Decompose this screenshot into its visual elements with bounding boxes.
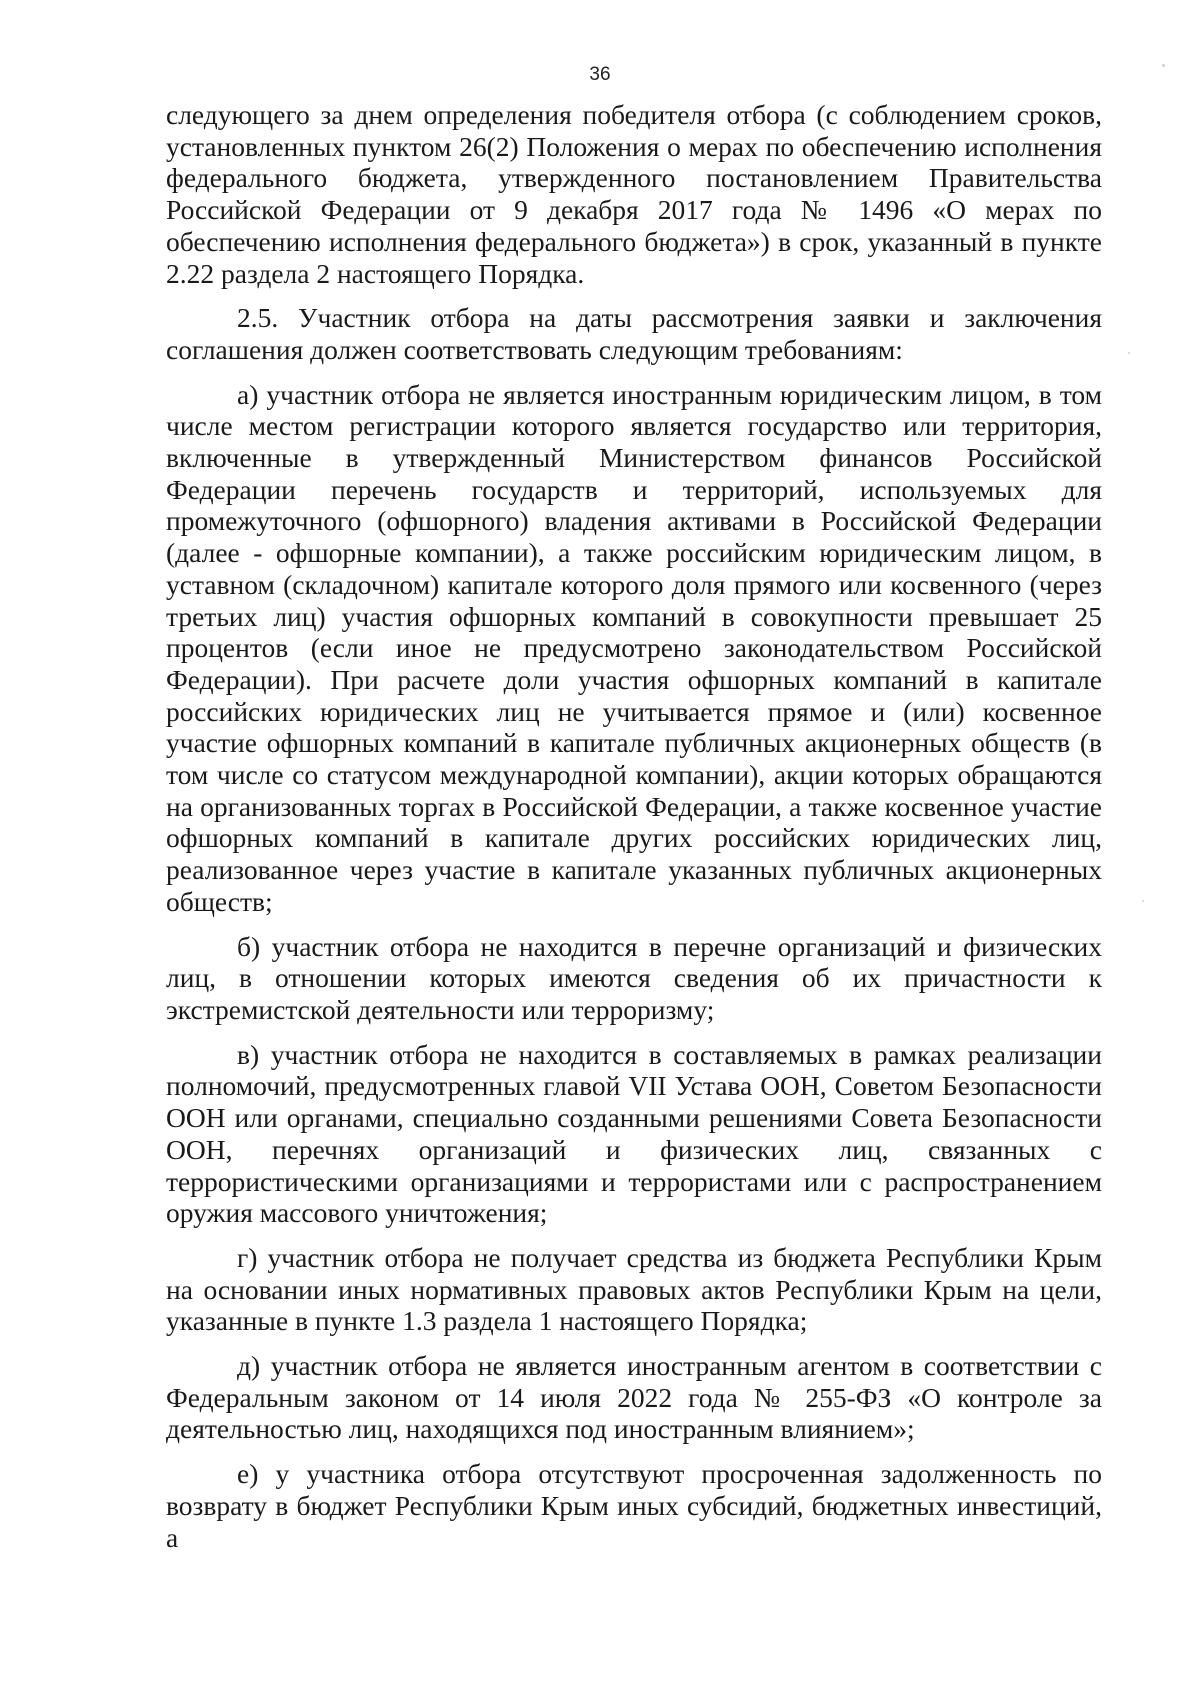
paragraph-item-b: б) участник отбора не находится в перечне организаций и физических лиц, в отношении которых имеются сведения об их причастности к экстремистской деятельности или терроризму;	[166, 930, 1102, 1025]
paragraph-2-5: 2.5. Участник отбора на даты рассмотрения заявки и заключения соглашения должен соответствовать следующим требованиям:	[166, 302, 1102, 365]
page-number: 36	[589, 64, 611, 85]
scan-artifact	[1162, 64, 1165, 67]
document-body	[166, 99, 1102, 1553]
paragraph-item-a: а) участник отбора не является иностранным юридическим лицом, в том числе местом регистрации которого является государство или территория, включенные в утвержденный Министерством финансов Российской Федерации перечень государств и территорий, используемых для промежуточного (офшорного) владения активами в Российской Федерации (далее - офшорные компании), а также российским юридическим лицом, в уставном (складочном) капитале которого доля прямого или косвенного (через третьих лиц) участия офшорных компаний в совокупности превышает 25 процентов (если иное не предусмотрено законодательством Российской Федерации). При расчете доли участия офшорных компаний в капитале российских юридических лиц не учитывается прямое и (или) косвенное участие офшорных компаний в капитале публичных акционерных обществ (в том числе со статусом международной компании), акции которых обращаются на организованных торгах в Российской Федерации, а также косвенное участие офшорных компаний в капитале других российских юридических лиц, реализованное через участие в капитале указанных публичных акционерных обществ;	[166, 378, 1102, 917]
scan-artifact	[1128, 352, 1130, 354]
paragraph-continuation: следующего за днем определения победителя отбора (с соблюдением сроков, установленных пунктом 26(2) Положения о мерах по обеспечению исполнения федерального бюджета, утвержденного постановлением Правительства Российской Федерации от 9 декабря 2017 года № 1496 «О мерах по обеспечению исполнения федерального бюджета») в срок, указанный в пункте 2.22 раздела 2 настоящего Порядка.	[166, 99, 1102, 289]
paragraph-item-e: е) у участника отбора отсутствуют просроченная задолженность по возврату в бюджет Республики Крым иных субсидий, бюджетных инвестиций, а	[166, 1458, 1102, 1553]
scan-artifact	[1142, 900, 1144, 902]
paragraph-item-g: г) участник отбора не получает средства из бюджета Республики Крым на основании иных нормативных правовых актов Республики Крым на цели, указанные в пункте 1.3 раздела 1 настоящего Порядка;	[166, 1241, 1102, 1337]
paragraph-item-d: д) участник отбора не является иностранным агентом в соответствии с Федеральным законом от 14 июля 2022 года № 255-ФЗ «О контроле за деятельностью лиц, находящихся под иностранным влиянием»;	[166, 1350, 1102, 1445]
paragraph-item-v: в) участник отбора не находится в составляемых в рамках реализации полномочий, предусмотренных главой VII Устава ООН, Советом Безопасности ООН или органами, специально созданными решениями Совета Безопасности ООН, перечнях организаций и физических лиц, связанных с террористическими организациями и террористами или с распространением оружия массового уничтожения;	[166, 1038, 1102, 1229]
